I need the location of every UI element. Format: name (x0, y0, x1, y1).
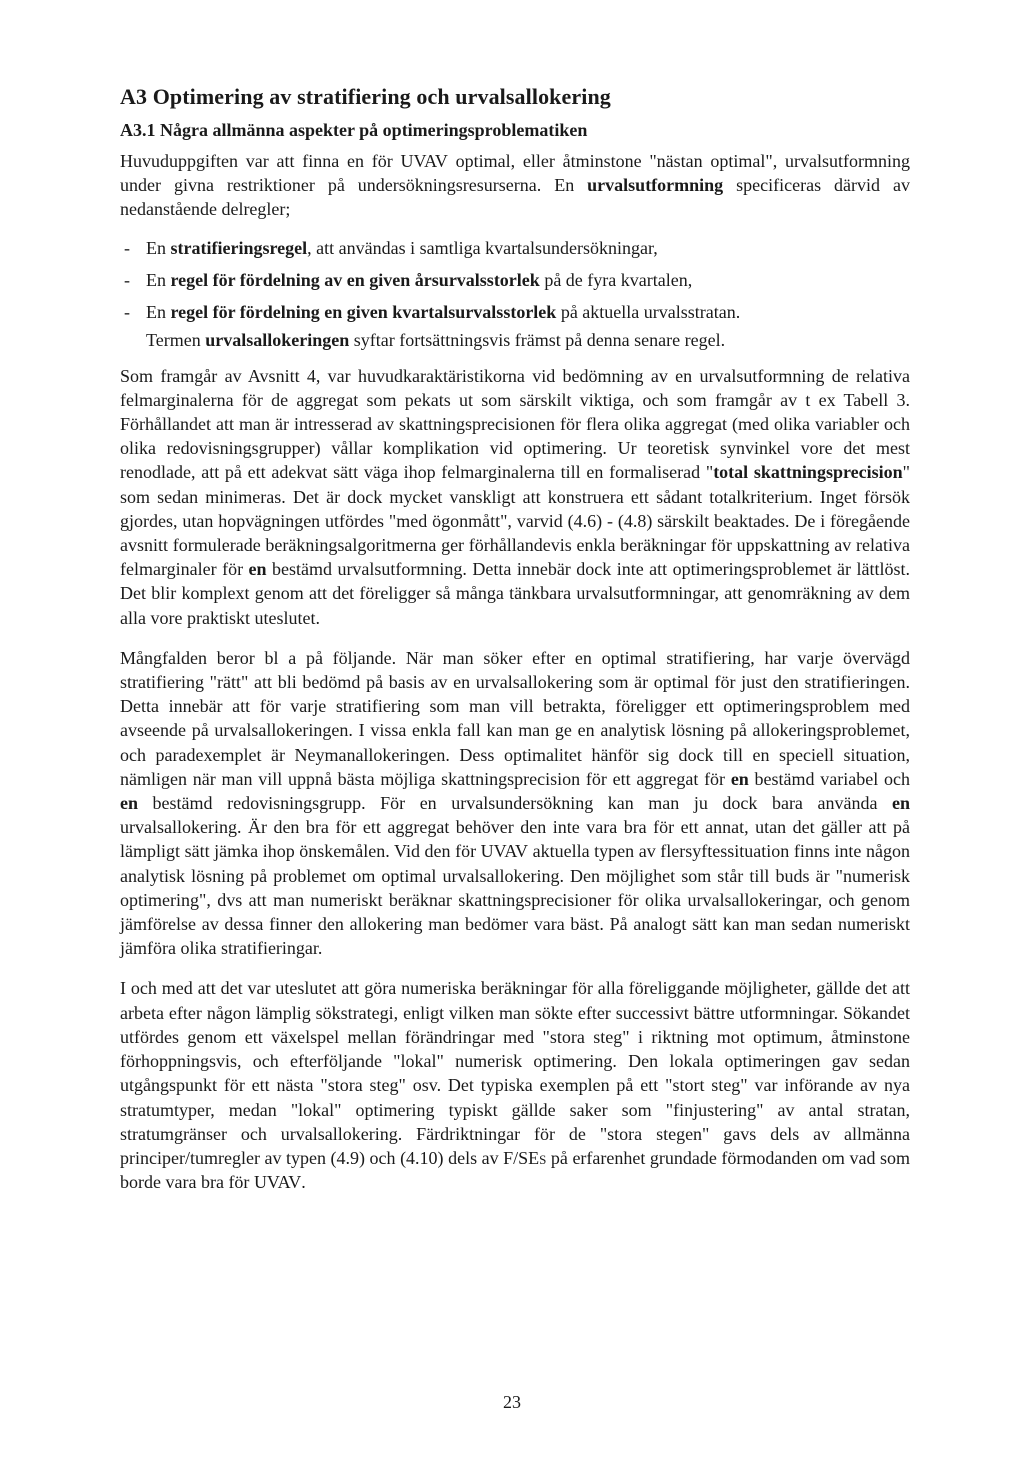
text-run: , att användas i samtliga kvartalsundersökningar, (307, 237, 658, 258)
page-number: 23 (503, 1392, 521, 1412)
text-run: I och med att det var uteslutet att göra numeriska beräkningar för alla föreliggande möjligheter, gällde det att arbeta efter någon lämplig sökstrategi, enligt vilken man sökte efter successivt bättre utformningar. Sökandet utfördes genom ett växelspel mellan förändringar med "stora steg" i riktning mot optimum, åtminstone förhoppningsvis, och efterföljande "lokal" numerisk optimering. Den lokala optimeringen gav sedan utgångspunkt för ett nästa "stora steg" osv. Det typiska exemplen på ett "stort steg" var införande av nya stratumtyper, medan "lokal" optimering typiskt gällde saker som "finjustering" av antal stratan, stratumgränser och urvalsallokering. Färdriktningar för de "stora stegen" gavs dels av allmänna principer/tumregler av typen (4.9) och (4.10) dels av (120, 978, 910, 1168)
acronym-fses: F/SEs (503, 1147, 547, 1168)
subsection-heading: A3.1 Några allmänna aspekter på optimeringsproblematiken (120, 120, 588, 140)
text-run: bestämd variabel och (748, 768, 910, 789)
body-paragraph (120, 364, 910, 630)
text-run: specificeras därvid av nedanstående delregler; (120, 175, 910, 220)
bold-term: total skattningsprecision (713, 462, 903, 483)
bold-term: urvalsutformning (587, 175, 724, 196)
acronym-uvav: UVAV (480, 841, 529, 862)
text-run: aktuella typen av flersyftessituation finns inte någon analytisk lösning på problemet om optimal urvalsallokering. Den möjlighet som står till buds är "numerisk optimering", dvs att man numeriskt beräknar skattningsprecisioner för olika urvalsallokeringar, och genom jämförelse av dessa finner den allokering man bedömer vara bäst. På analogt sätt kan man sedan numeriskt jämföra olika stratifieringar. (120, 841, 910, 959)
document-page (120, 84, 910, 1194)
text-run: En (146, 269, 171, 290)
text-run: Huvuduppgiften var att finna en för (120, 151, 401, 171)
text-run: En (146, 301, 171, 322)
bold-term: en (248, 559, 267, 580)
text-run: Som framgår av Avsnitt 4, var huvudkaraktäristikorna vid bedömning av en urvalsutformning de relativa felmarginalerna för de aggregat som pekats ut som särskilt viktiga, och som framgår av t ex Tabell 3. Förhållandet att man är intresserad av skattningsprecisionen för flera olika aggregat (med olika variabler och olika redovisningsgrupper) vållar komplikation vid optimering. Ur teoretisk synvinkel vore det mest renodlade, att på ett adekvat sätt väga ihop felmarginalerna till en formaliserad " (120, 365, 910, 483)
list-item (120, 232, 910, 264)
bold-term: en (892, 793, 910, 814)
body-paragraph (120, 976, 910, 1194)
text-run: optimal, eller åtminstone "nästan optimal", urvalsutformning under givna restriktioner på undersökningsresurserna. En (120, 151, 911, 196)
body-paragraph (120, 646, 910, 961)
text-run: " som sedan minimeras. Det är dock mycket vanskligt att konstruera ett sådant totalkriterium. Inget försök gjordes, utan hopvägningen utfördes "med ögonmått", varvid (4.6) - (4.8) särskilt beaktades. De i föregående avsnitt formulerade beräkningsalgoritmerna ger förhållandevis enkla beräkningar för uppskattning av relativa felmarginaler för (120, 462, 910, 580)
text-run: Mångfalden beror bl a på följande. När man söker efter en optimal stratifiering, har varje övervägd stratifiering "rätt" att bli bedömd på basis av en urvalsallokering som är optimal för just den stratifieringen. Detta innebär att för varje stratifiering som man vill betrakta, föreligger ett optimeringsproblem med avseende på urvalsallokeringen. I vissa enkla fall kan man ge en analytisk lösning på allokeringsproblemet, och paradexemplet är Neymanallokeringen. Dess optimalitet hänför sig dock till en speciell situation, nämligen när man vill uppnå bästa möjliga skattningsprecision för ett aggregat för (120, 647, 910, 789)
list-item (120, 264, 910, 296)
text-run: på erfarenhet grundade förmodanden om vad som borde vara bra för (120, 1147, 910, 1193)
bold-term: regel för fördelning av en given årsurvalsstorlek (170, 269, 540, 290)
bold-term: stratifieringsregel (170, 237, 308, 258)
text-run: En (146, 237, 171, 258)
intro-paragraph (120, 149, 910, 222)
text-run: urvalsallokering. Är den bra för ett aggregat behöver den inte vara bra för ett annat, utan det gäller att på lämpligt sätt jämka ihop önskemålen. Vid den för (120, 817, 910, 862)
text-run: på aktuella urvalsstratan. (556, 301, 741, 322)
bold-term: urvalsallokeringen (205, 329, 350, 350)
acronym-uvav: UVAV (253, 1172, 302, 1193)
text-run: . (301, 1172, 306, 1193)
text-run: syftar fortsättningsvis främst på denna senare regel. (349, 329, 726, 350)
rule-list (120, 232, 910, 328)
section-heading: A3 Optimering av stratifiering och urvalsallokering (120, 84, 611, 109)
bold-term: en (120, 793, 138, 814)
text-run: på de fyra kvartalen, (539, 269, 693, 290)
bold-term: regel för fördelning en given kvartalsurvalsstorlek (170, 301, 557, 322)
list-item (120, 296, 910, 328)
text-run: bestämd urvalsutformning. Detta innebär dock inte att optimeringsproblemet är lättlöst. Det blir komplext genom att det föreligger så många tänkbara urvalsutformningar, att genomräkning av dem alla vore praktiskt uteslutet. (120, 559, 910, 628)
text-run: bestämd redovisningsgrupp. För en urvalsundersökning kan man ju dock bara använda (138, 793, 892, 814)
text-run: Termen (146, 329, 206, 350)
bold-term: en (730, 768, 749, 789)
rule-note (120, 328, 910, 352)
acronym-uvav: UVAV (400, 151, 448, 171)
